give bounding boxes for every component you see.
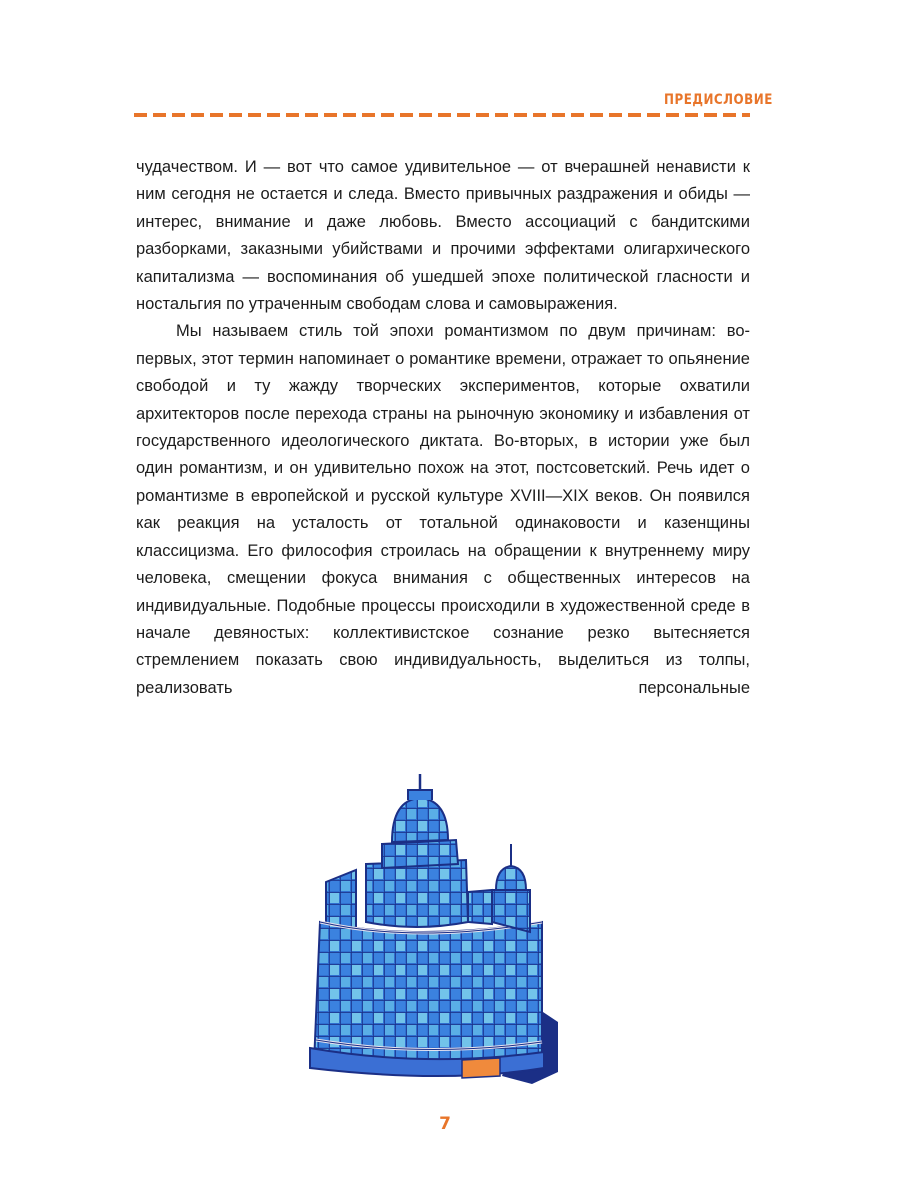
- page-number: 7: [439, 1114, 451, 1134]
- paragraph: чудачеством. И — вот что самое удивительное — от вчерашней ненависти к ним сегодня не остается и следа. Вместо привычных раздражения и обиды — интерес, внимание и даже любовь. Вместо ассоциаций с бандитскими разборками, заказными убийствами и прочими эффектами олигархического капитализма — воспоминания об ушедшей эпохе политической гласности и ностальгия по утраченным свободам слова и самовыражения.: [136, 158, 750, 314]
- side-dome: [496, 866, 526, 890]
- running-title: ПРЕДИСЛОВИЕ: [664, 92, 773, 108]
- body-text: [136, 154, 750, 702]
- header-dashed-rule: [134, 113, 750, 117]
- main-dome: [392, 798, 448, 842]
- paragraph: Мы называем стиль той эпохи романтизмом по двум причинам: во-первых, этот термин напоминает о романтике времени, отражает то опьянение свободой и ту жажду творческих экспериментов, которые охватили архитекторов после перехода страны на рыночную экономику и избавления от государственного идеологического диктата. Во-вторых, в истории уже был один романтизм, и он удивительно похож на этот, постсоветский. Речь идет о романтизме в европейской и русской культуре XVIII—XIX веков. Он появился как реакция на усталость от тотальной одинаковости и казенщины классицизма. Его философия строилась на обращении к внутреннему миру человека, смещении фокуса внимания с общественных интересов на индивидуальные. Подобные процессы происходили в художественной среде в начале девяностых: коллективистское сознание резко вытесняется стремлением показать свою индивидуальность, выделиться из толпы, реализовать персональные: [136, 322, 750, 697]
- middle-block: [366, 860, 468, 927]
- entrance-door: [462, 1058, 500, 1078]
- building-illustration: [296, 772, 566, 1090]
